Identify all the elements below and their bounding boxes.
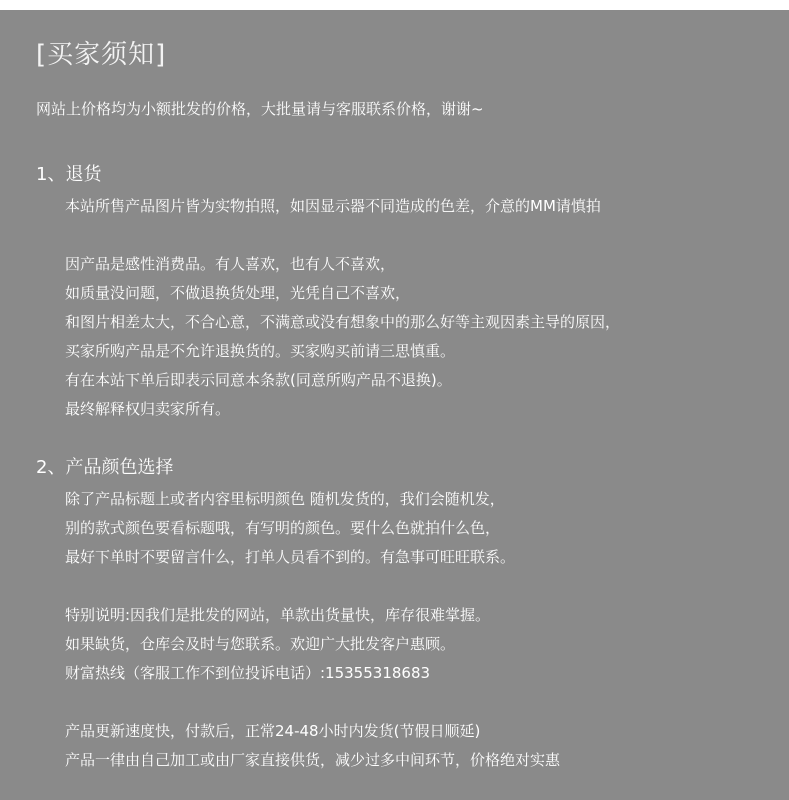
text-line: 最好下单时不要留言什么，打单人员看不到的。有急事可旺旺联系。 (65, 548, 516, 566)
text-line: 和图片相差太大，不合心意，不满意或没有想象中的那么好等主观因素主导的原因， (65, 313, 621, 331)
text-line: 产品更新速度快，付款后，正常24-48小时内发货(节假日顺延) (65, 722, 481, 740)
text-line: 特别说明:因我们是批发的网站，单款出货量快，库存很难掌握。 (65, 606, 491, 624)
notice-title: [买家须知] (36, 40, 167, 70)
buyer-notice-panel (0, 10, 789, 800)
section-color-choice (36, 453, 776, 775)
text-line: 买家所购产品是不允许退换货的。买家购买前请三思慎重。 (65, 342, 456, 360)
section-returns (36, 160, 776, 424)
text-line: 因产品是感性消费品。有人喜欢，也有人不喜欢， (65, 255, 396, 273)
hotline-line: 财富热线（客服工作不到位投诉电话）:15355318683 (65, 664, 431, 682)
section-heading: 2、产品颜色选择 (36, 457, 174, 478)
text-line: 别的款式颜色要看标题哦，有写明的颜色。要什么色就拍什么色， (65, 519, 501, 537)
section-body (36, 485, 776, 775)
text-line: 除了产品标题上或者内容里标明颜色 随机发货的，我们会随机发， (65, 490, 505, 508)
section-heading: 1、退货 (36, 164, 102, 185)
text-line: 有在本站下单后即表示同意本条款(同意所购产品不退换)。 (65, 371, 452, 389)
text-line: 如质量没问题，不做退换货处理，光凭自己不喜欢， (65, 284, 411, 302)
text-line: 产品一律由自己加工或由厂家直接供货，减少过多中间环节，价格绝对实惠 (65, 751, 561, 769)
text-line: 本站所售产品图片皆为实物拍照，如因显示器不同造成的色差，介意的MM请慎拍 (65, 197, 601, 215)
text-line: 如果缺货，仓库会及时与您联系。欢迎广大批发客户惠顾。 (65, 635, 456, 653)
section-body (36, 192, 776, 424)
text-line: 最终解释权归卖家所有。 (65, 400, 231, 418)
notice-intro: 网站上价格均为小额批发的价格，大批量请与客服联系价格，谢谢~ (36, 100, 484, 118)
